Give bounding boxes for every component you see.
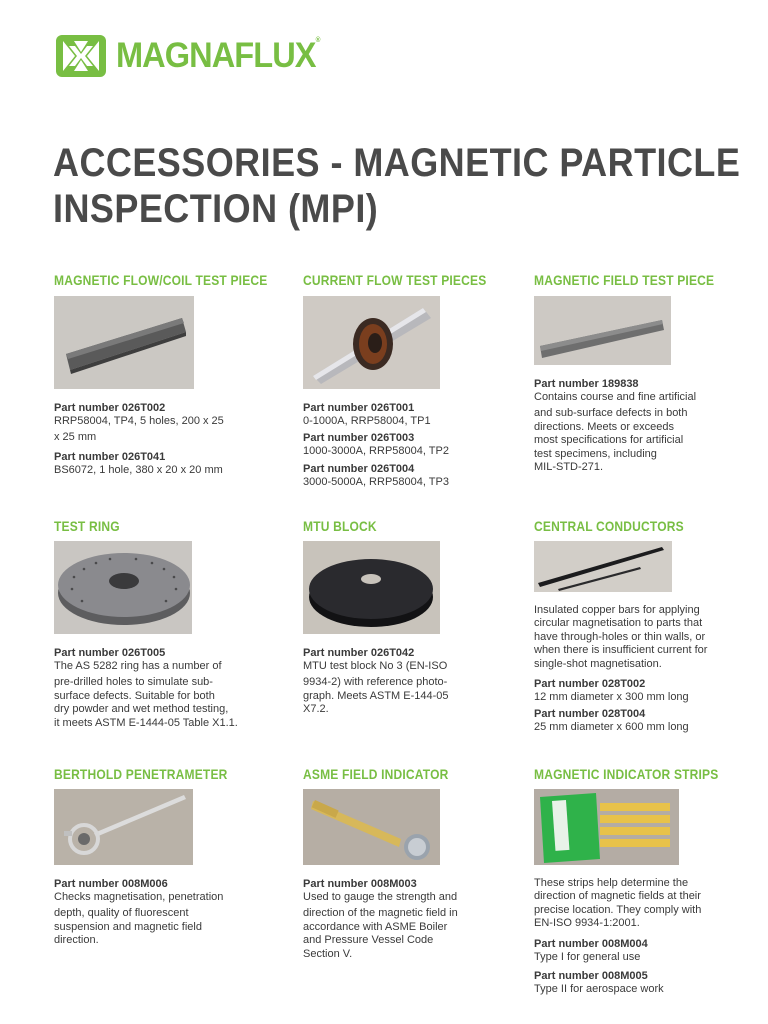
part-description: test specimens, including xyxy=(534,447,657,460)
part-description: x 25 mm xyxy=(54,431,97,444)
part-description: graph. Meets ASTM E-144-05 xyxy=(303,689,449,702)
part-number: Part number 026T042 xyxy=(303,647,415,659)
flow-coil-test-piece-photo xyxy=(54,296,194,389)
part-number: Part number 026T002 xyxy=(54,402,166,414)
part-description: directions. Meets or exceeds xyxy=(534,420,675,433)
berthold-penetrameter-photo xyxy=(54,789,193,865)
heading-field-test: MAGNETIC FIELD TEST PIECE xyxy=(534,272,715,288)
part-description: accordance with ASME Boiler xyxy=(303,920,448,933)
part-description: 0-1000A, RRP58004, TP1 xyxy=(303,415,431,427)
part-description: Used to gauge the strength and xyxy=(303,891,458,903)
part-description: most specifications for artificial xyxy=(534,434,684,447)
part-description: direction of magnetic fields at their xyxy=(534,890,701,903)
part-description: X7.2. xyxy=(303,703,329,716)
part-description: 9934-2) with reference photo- xyxy=(303,676,448,689)
test-ring-photo xyxy=(54,541,192,634)
part-description: These strips help determine the xyxy=(534,877,689,889)
part-number: Part number 028T002 xyxy=(534,678,646,691)
heading-current-flow: CURRENT FLOW TEST PIECES xyxy=(303,272,487,288)
part-description: precise location. They comply with xyxy=(534,903,702,916)
brand-name: MAGNAFLUX® xyxy=(116,36,321,75)
title-line-2: INSPECTION (MPI) xyxy=(53,187,379,231)
part-description: Type II for aerospace work xyxy=(534,983,664,996)
part-description: The AS 5282 ring has a number of xyxy=(54,660,222,672)
part-description: single-shot magnetisation. xyxy=(534,657,662,670)
part-description: MTU test block No 3 (EN-ISO xyxy=(303,660,448,672)
part-number: Part number 008M003 xyxy=(303,878,417,890)
part-number: Part number 026T005 xyxy=(54,647,166,659)
part-description: RRP58004, TP4, 5 holes, 200 x 25 xyxy=(54,415,224,427)
part-description: 1000-3000A, RRP58004, TP2 xyxy=(303,445,449,458)
part-description: dry powder and wet method testing, xyxy=(54,703,229,716)
heading-test-ring: TEST RING xyxy=(54,518,120,534)
heading-berthold: BERTHOLD PENETRAMETER xyxy=(54,766,228,782)
part-description: 3000-5000A, RRP58004, TP3 xyxy=(303,475,449,488)
part-description: Contains course and fine artificial xyxy=(534,391,697,403)
part-number: Part number 008M006 xyxy=(54,878,168,890)
magnaflux-logo-icon xyxy=(55,34,107,78)
current-flow-test-piece-photo xyxy=(303,296,440,389)
part-number: Part number 026T001 xyxy=(303,402,415,414)
part-description: MIL-STD-271. xyxy=(534,461,604,474)
part-description: Type I for general use xyxy=(534,950,641,963)
part-description: pre-drilled holes to simulate sub- xyxy=(54,676,213,689)
page-title xyxy=(53,140,741,232)
asme-field-indicator-photo xyxy=(303,789,440,865)
part-number: Part number 008M005 xyxy=(534,970,648,983)
title-line-1: ACCESSORIES - MAGNETIC PARTICLE xyxy=(53,141,741,185)
mtu-block-photo xyxy=(303,541,440,634)
field-test-piece-photo xyxy=(534,296,671,365)
part-description: direction. xyxy=(54,934,99,947)
part-number: Part number 026T041 xyxy=(54,450,166,463)
heading-strips: MAGNETIC INDICATOR STRIPS xyxy=(534,766,719,782)
part-description: when there is insufficient current for xyxy=(534,644,708,657)
part-description: EN-ISO 9934-1:2001. xyxy=(534,917,640,930)
part-description: suspension and magnetic field xyxy=(54,920,202,933)
part-description: it meets ASTM E-1444-05 Table X1.1. xyxy=(54,716,238,729)
part-number: Part number 189838 xyxy=(534,378,639,390)
heading-mtu-block: MTU BLOCK xyxy=(303,518,377,534)
heading-asme: ASME FIELD INDICATOR xyxy=(303,766,449,782)
indicator-strips-photo xyxy=(534,789,679,865)
part-description: 25 mm diameter x 600 mm long xyxy=(534,721,689,734)
part-number: Part number 026T004 xyxy=(303,462,415,475)
central-conductors-photo xyxy=(534,541,672,592)
part-number: Part number 026T003 xyxy=(303,432,415,445)
part-description: direction of the magnetic field in xyxy=(303,907,458,920)
part-description: 12 mm diameter x 300 mm long xyxy=(534,691,689,704)
part-description: and sub-surface defects in both xyxy=(534,407,688,420)
part-description: surface defects. Suitable for both xyxy=(54,689,215,702)
part-description: have through-holes or thin walls, or xyxy=(534,630,706,643)
part-number: Part number 028T004 xyxy=(534,708,646,721)
part-description: circular magnetisation to parts that xyxy=(534,617,703,630)
part-description: and Pressure Vessel Code xyxy=(303,934,434,947)
heading-flow-coil: MAGNETIC FLOW/COIL TEST PIECE xyxy=(54,272,268,288)
part-description: Checks magnetisation, penetration xyxy=(54,891,224,903)
part-number: Part number 008M004 xyxy=(534,937,648,950)
part-description: depth, quality of fluorescent xyxy=(54,907,189,920)
part-description: Insulated copper bars for applying xyxy=(534,604,700,616)
part-description: Section V. xyxy=(303,947,353,960)
heading-central-conductors: CENTRAL CONDUCTORS xyxy=(534,518,684,534)
part-description: BS6072, 1 hole, 380 x 20 x 20 mm xyxy=(54,463,223,476)
